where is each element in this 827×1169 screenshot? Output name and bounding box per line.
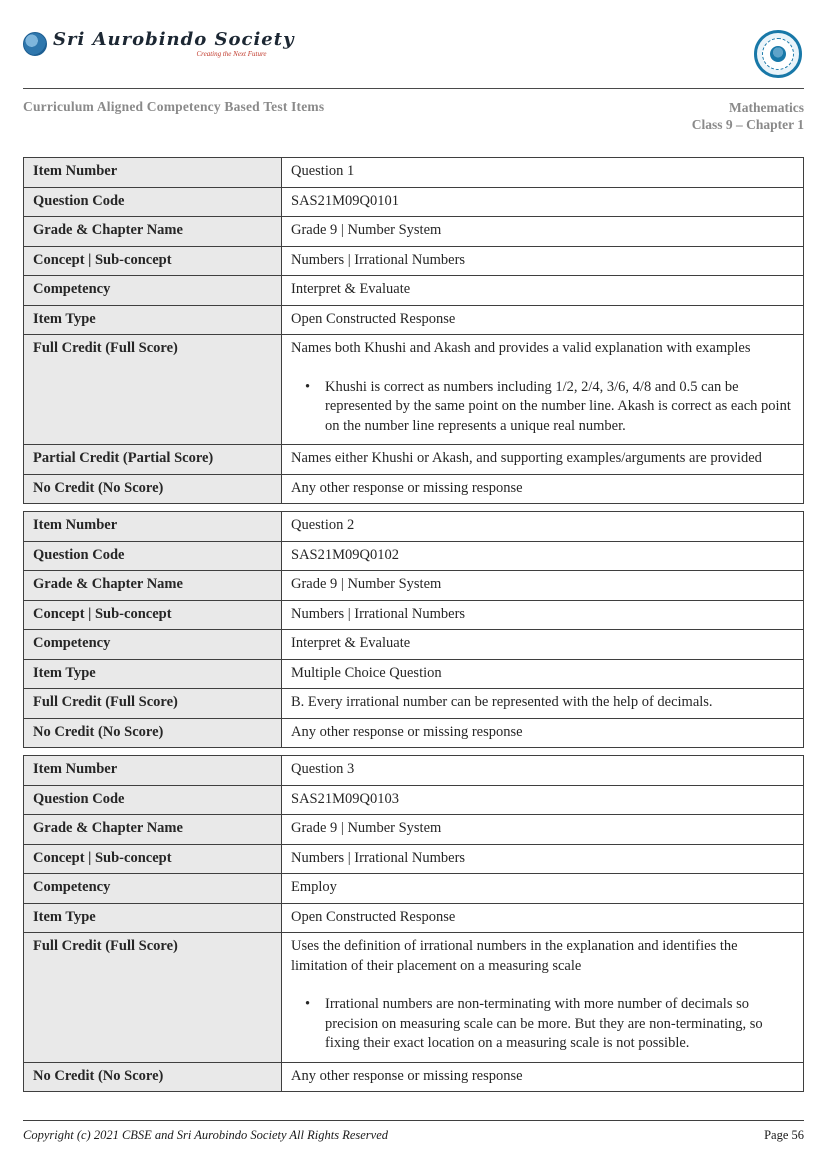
- table-row: [24, 445, 804, 475]
- row-value: Interpret & Evaluate: [282, 630, 804, 660]
- row-value: Question 1: [282, 158, 804, 188]
- table-row: [24, 933, 804, 1063]
- table-row: [24, 474, 804, 504]
- subject-label: Mathematics: [729, 100, 804, 115]
- row-value: [282, 335, 804, 445]
- row-label: Grade & Chapter Name: [24, 815, 282, 845]
- question-2-table: [23, 511, 804, 748]
- table-row: [24, 600, 804, 630]
- table-row: [24, 541, 804, 571]
- society-name: Sri Aurobindo Society: [53, 29, 295, 50]
- row-value: Grade 9 | Number System: [282, 217, 804, 247]
- row-label: Competency: [24, 874, 282, 904]
- table-row: [24, 187, 804, 217]
- table-row: [24, 335, 804, 445]
- question-3-table: [23, 755, 804, 1092]
- full-credit-bullets: [291, 995, 794, 1054]
- cbse-emblem-icon: [754, 30, 802, 78]
- table-row: [24, 246, 804, 276]
- row-value: Employ: [282, 874, 804, 904]
- row-label: Concept | Sub-concept: [24, 844, 282, 874]
- row-value: Numbers | Irrational Numbers: [282, 246, 804, 276]
- table-row: [24, 903, 804, 933]
- society-brand-text: [53, 30, 295, 59]
- row-value: B. Every irrational number can be represented with the help of decimals.: [282, 689, 804, 719]
- table-row: [24, 158, 804, 188]
- table-row: [24, 305, 804, 335]
- table-row: [24, 689, 804, 719]
- row-value: Multiple Choice Question: [282, 659, 804, 689]
- table-row: [24, 630, 804, 660]
- row-label: Competency: [24, 630, 282, 660]
- table-row: [24, 276, 804, 306]
- row-value: Grade 9 | Number System: [282, 815, 804, 845]
- table-row: [24, 659, 804, 689]
- table-row: [24, 815, 804, 845]
- table-row: [24, 512, 804, 542]
- table-row: [24, 785, 804, 815]
- row-label: Grade & Chapter Name: [24, 217, 282, 247]
- row-label: Concept | Sub-concept: [24, 246, 282, 276]
- chapter-label: Class 9 – Chapter 1: [691, 117, 804, 132]
- row-label: Question Code: [24, 187, 282, 217]
- society-logo-icon: [23, 32, 47, 56]
- row-label: No Credit (No Score): [24, 718, 282, 748]
- row-value: Numbers | Irrational Numbers: [282, 600, 804, 630]
- row-value: Numbers | Irrational Numbers: [282, 844, 804, 874]
- page-header: [0, 0, 827, 78]
- row-label: Item Type: [24, 659, 282, 689]
- full-credit-intro: Uses the definition of irrational numbers in the explanation and identifies the limitation of their placement on a measuring scale: [291, 938, 738, 974]
- table-row: [24, 217, 804, 247]
- society-brand: [23, 30, 295, 59]
- row-label: Concept | Sub-concept: [24, 600, 282, 630]
- row-label: Full Credit (Full Score): [24, 335, 282, 445]
- row-value: Open Constructed Response: [282, 305, 804, 335]
- row-value: Grade 9 | Number System: [282, 571, 804, 601]
- title-row: [0, 89, 827, 133]
- row-value: Names either Khushi or Akash, and supporting examples/arguments are provided: [282, 445, 804, 475]
- row-label: Item Number: [24, 512, 282, 542]
- page-number: Page 56: [764, 1128, 804, 1142]
- table-row: [24, 844, 804, 874]
- row-label: Full Credit (Full Score): [24, 933, 282, 1063]
- row-label: No Credit (No Score): [24, 474, 282, 504]
- society-tagline: Creating the Next Future: [196, 50, 267, 58]
- cbse-emblem-inner-ring: [762, 38, 794, 70]
- row-value: Open Constructed Response: [282, 903, 804, 933]
- full-credit-intro: Names both Khushi and Akash and provides a valid explanation with examples: [291, 340, 751, 356]
- table-row: [24, 1062, 804, 1092]
- row-label: Full Credit (Full Score): [24, 689, 282, 719]
- table-row: [24, 718, 804, 748]
- row-value: SAS21M09Q0101: [282, 187, 804, 217]
- row-label: Question Code: [24, 785, 282, 815]
- table-row: [24, 874, 804, 904]
- row-value: Question 2: [282, 512, 804, 542]
- row-label: Grade & Chapter Name: [24, 571, 282, 601]
- title-right: [692, 99, 804, 133]
- bullet-item: • Irrational numbers are non-terminating with more number of decimals so precision on measuring scale can be more. But they are non-terminating, so fixing their exact location on a measuring scale is not possible.: [305, 995, 794, 1054]
- row-value: [282, 933, 804, 1063]
- row-label: Item Number: [24, 756, 282, 786]
- bullet-item: • Khushi is correct as numbers including 1/2, 2/4, 3/6, 4/8 and 0.5 can be represented by the same point on the number line. Akash is correct as each point on the number line represents a unique real number.: [305, 378, 794, 437]
- row-value: Any other response or missing response: [282, 718, 804, 748]
- item-tables: [0, 133, 827, 1092]
- row-label: Partial Credit (Partial Score): [24, 445, 282, 475]
- row-label: Question Code: [24, 541, 282, 571]
- full-credit-bullets: [291, 378, 794, 437]
- row-label: Item Type: [24, 903, 282, 933]
- cbse-emblem-core: [770, 46, 786, 62]
- row-label: No Credit (No Score): [24, 1062, 282, 1092]
- row-label: Item Type: [24, 305, 282, 335]
- row-value: SAS21M09Q0103: [282, 785, 804, 815]
- row-value: Any other response or missing response: [282, 474, 804, 504]
- table-row: [24, 756, 804, 786]
- page-footer: [23, 1120, 804, 1143]
- table-row: [24, 571, 804, 601]
- copyright-text: Copyright (c) 2021 CBSE and Sri Aurobindo Society All Rights Reserved: [23, 1128, 388, 1142]
- row-value: Question 3: [282, 756, 804, 786]
- row-value: SAS21M09Q0102: [282, 541, 804, 571]
- row-label: Item Number: [24, 158, 282, 188]
- document-title: Curriculum Aligned Competency Based Test Items: [23, 99, 325, 114]
- row-value: Interpret & Evaluate: [282, 276, 804, 306]
- row-value: Any other response or missing response: [282, 1062, 804, 1092]
- row-label: Competency: [24, 276, 282, 306]
- question-1-table: [23, 157, 804, 504]
